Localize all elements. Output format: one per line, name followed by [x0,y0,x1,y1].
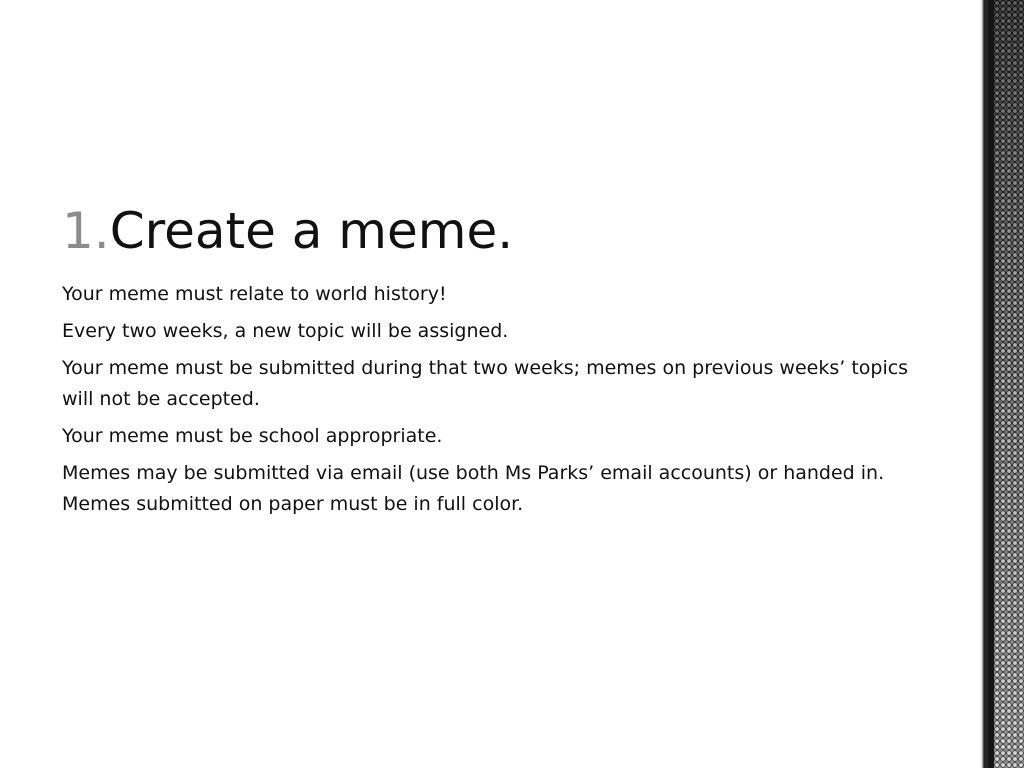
title-number: 1. [62,202,110,260]
bullet-item: Your meme must relate to world history! [62,283,447,305]
bullet-item: Your meme must be submitted during that two weeks; memes on previous weeks’ topics will not be accepted. [62,357,909,410]
bullet-list [62,279,942,526]
title-text: Create a meme. [109,202,514,260]
decorative-side-border [980,0,1024,768]
pattern-shade [994,0,1024,768]
bullet-item: Every two weeks, a new topic will be assigned. [62,320,509,342]
bullet-item: Your meme must be school appropriate. [62,425,443,447]
slide-title [62,196,513,266]
bullet-item: Memes may be submitted via email (use both Ms Parks’ email accounts) or handed in. Memes submitted on paper must be in full color. [62,462,885,515]
